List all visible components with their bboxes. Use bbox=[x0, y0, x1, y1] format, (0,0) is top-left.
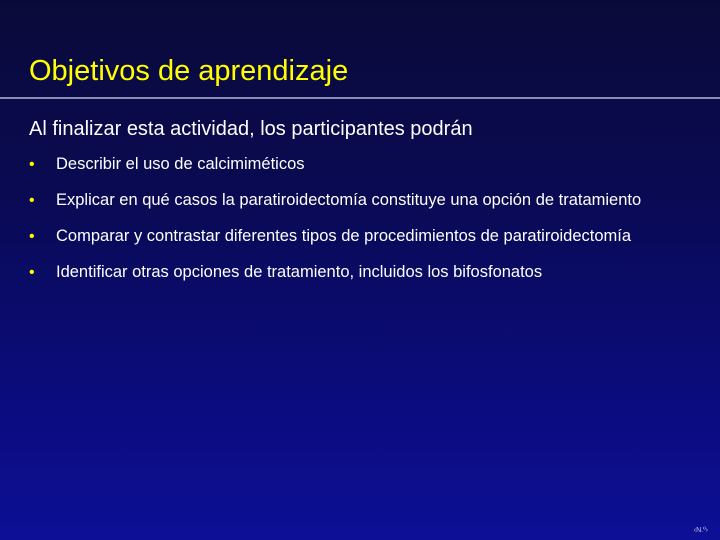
bullet-icon: • bbox=[29, 228, 35, 245]
slide-title: Objetivos de aprendizaje bbox=[29, 55, 349, 87]
objective-text: Comparar y contrastar diferentes tipos de procedimientos de paratiroidectomía bbox=[56, 227, 632, 245]
objectives-list bbox=[29, 153, 689, 297]
bullet-icon: • bbox=[29, 156, 35, 173]
objective-item bbox=[29, 153, 689, 176]
bullet-icon: • bbox=[29, 192, 35, 209]
bullet-icon: • bbox=[29, 264, 35, 281]
objective-item bbox=[29, 261, 689, 284]
objective-item bbox=[29, 189, 689, 212]
page-number: ‹N.º› bbox=[693, 527, 708, 534]
objective-text: Identificar otras opciones de tratamiento, incluidos los bifosfonatos bbox=[56, 263, 543, 281]
title-divider bbox=[0, 97, 720, 99]
objective-text: Describir el uso de calcimiméticos bbox=[56, 155, 305, 173]
intro-text: Al finalizar esta actividad, los participantes podrán bbox=[29, 118, 473, 140]
objective-text: Explicar en qué casos la paratiroidectomía constituye una opción de tratamiento bbox=[56, 191, 642, 209]
objective-item bbox=[29, 225, 689, 248]
